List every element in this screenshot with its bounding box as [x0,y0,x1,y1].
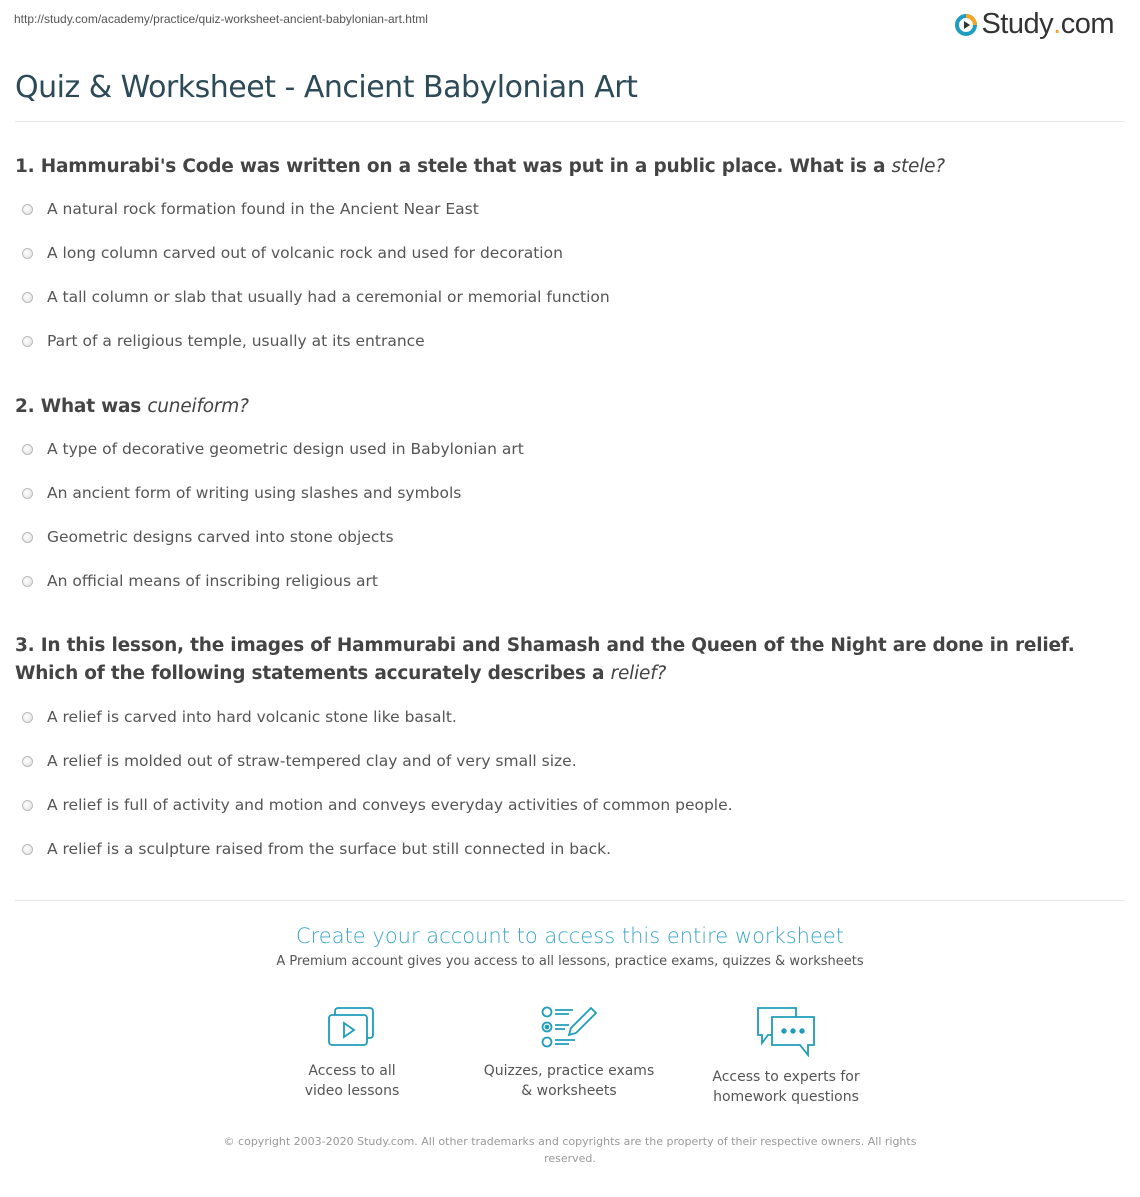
feature-label: Access to experts for [712,1069,860,1085]
answer-option[interactable] [22,484,461,502]
radio-button[interactable] [22,576,33,587]
divider [15,121,1125,122]
answer-option[interactable] [22,840,611,858]
option-label: A type of decorative geometric design used in Babylonian art [47,440,524,458]
cta-subtitle: A Premium account gives you access to all lessons, practice exams, quizzes & worksheets [276,954,864,969]
question-3 [15,632,1125,688]
radio-button[interactable] [22,488,33,499]
answer-option[interactable] [22,244,563,262]
option-label: A long column carved out of volcanic rock and used for decoration [47,244,563,262]
answer-option[interactable] [22,708,457,726]
divider [15,900,1125,901]
answer-option[interactable] [22,332,425,350]
question-text: 3. In this lesson, the images of Hammurabi and Shamash and the Queen of the Night are done in relief. Which of the following statements accurately describes a [15,635,1075,684]
option-label: A relief is molded out of straw-tempered clay and of very small size. [47,752,577,770]
answer-option[interactable] [22,572,378,590]
question-1 [15,153,1125,181]
radio-button[interactable] [22,756,33,767]
radio-button[interactable] [22,800,33,811]
feature-quizzes [469,1005,669,1101]
radio-button[interactable] [22,248,33,259]
radio-button[interactable] [22,292,33,303]
answer-option[interactable] [22,796,733,814]
question-term: cuneiform? [147,396,249,417]
cta-title[interactable]: Create your account to access this entire worksheet [295,924,845,948]
video-icon [326,1005,378,1051]
chat-icon [754,1005,818,1057]
logo-name: Study [981,8,1054,40]
question-text: 1. Hammurabi's Code was written on a stele that was put in a public place. What is a [15,156,892,177]
radio-button[interactable] [22,336,33,347]
radio-button[interactable] [22,444,33,455]
answer-option[interactable] [22,288,610,306]
question-2 [15,393,1125,421]
option-label: A natural rock formation found in the Ancient Near East [47,200,479,218]
option-label: A relief is full of activity and motion and conveys everyday activities of common people. [47,796,733,814]
page-title: Quiz & Worksheet - Ancient Babylonian Art [15,70,638,105]
radio-button[interactable] [22,712,33,723]
logo-tld: com [1060,8,1114,40]
question-term: relief? [610,663,667,684]
quiz-icon [541,1005,597,1051]
copyright-footer: © copyright 2003-2020 Study.com. All other trademarks and copyrights are the property of their respective owners. All rights reserved. [223,1135,917,1165]
question-text: 2. What was [15,396,148,417]
answer-option[interactable] [22,440,524,458]
feature-video-lessons [252,1005,452,1101]
option-label: A relief is carved into hard volcanic stone like basalt. [47,708,457,726]
option-label: An ancient form of writing using slashes and symbols [47,484,462,502]
radio-button[interactable] [22,844,33,855]
feature-label: Quizzes, practice exams [483,1063,655,1079]
feature-label: & worksheets [521,1083,617,1099]
answer-option[interactable] [22,200,479,218]
option-label: A relief is a sculpture raised from the surface but still connected in back. [47,840,612,858]
study-logo[interactable] [954,8,1114,41]
feature-experts [686,1005,886,1107]
option-label: Geometric designs carved into stone objects [47,528,394,546]
feature-label: Access to all [308,1063,396,1079]
logo-dot: . [1053,8,1061,40]
answer-option[interactable] [22,752,577,770]
feature-label: homework questions [713,1089,859,1105]
page-url: http://study.com/academy/practice/quiz-worksheet-ancient-babylonian-art.html [14,12,428,26]
option-label: An official means of inscribing religious art [47,572,378,590]
play-logo-icon [954,13,978,37]
radio-button[interactable] [22,532,33,543]
radio-button[interactable] [22,204,33,215]
feature-label: video lessons [304,1083,400,1099]
question-term: stele? [891,156,945,177]
option-label: A tall column or slab that usually had a ceremonial or memorial function [47,288,610,306]
option-label: Part of a religious temple, usually at its entrance [47,332,425,350]
answer-option[interactable] [22,528,394,546]
